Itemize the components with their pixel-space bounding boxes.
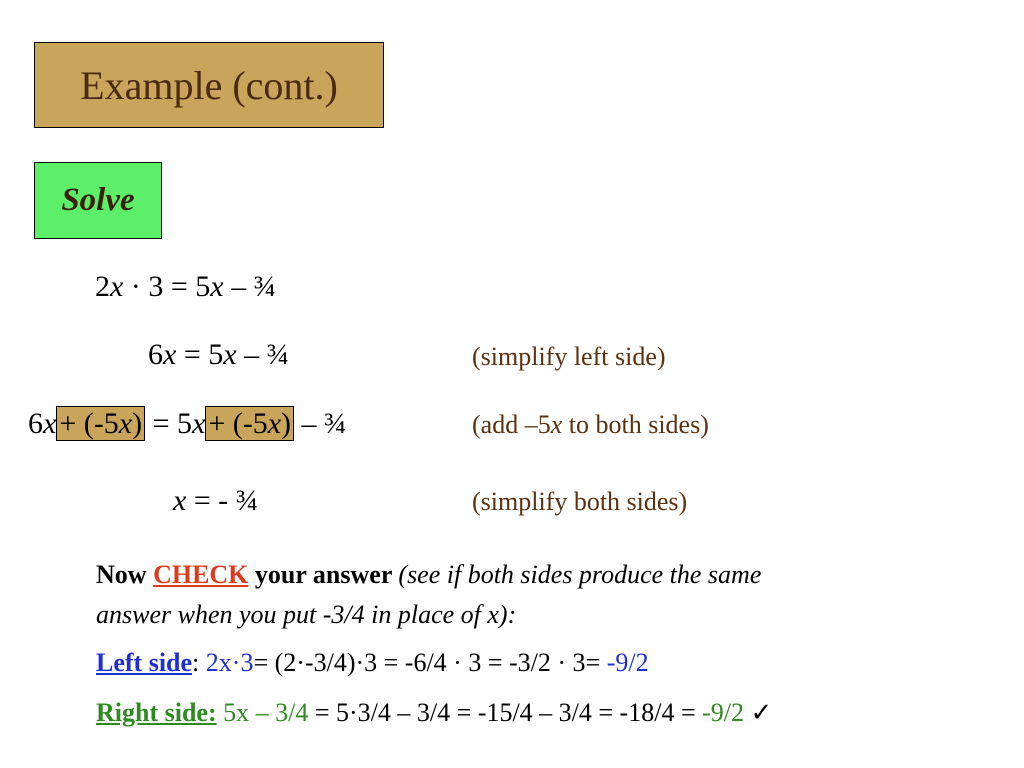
check-word: CHECK xyxy=(153,560,249,589)
note3-a: (add –5 xyxy=(472,410,551,439)
right-side-expr: 5x – 3/4 xyxy=(216,698,309,727)
eq2-mid: = 5 xyxy=(176,338,224,371)
right-side-result: -9/2 xyxy=(702,698,744,727)
equation-step-2 xyxy=(148,338,289,372)
highlight-add-term-left xyxy=(56,406,145,441)
eq4-var: x xyxy=(173,484,187,517)
eq1-var1: x xyxy=(110,270,124,303)
eq2-var2: x xyxy=(223,338,237,371)
eq3-h2-var: x xyxy=(267,407,282,440)
check-now: Now xyxy=(96,560,154,589)
note3-b: to both sides) xyxy=(562,410,709,439)
note-simplify-both: (simplify both sides) xyxy=(472,487,688,516)
left-side-colon: : xyxy=(192,648,206,677)
solve-label: Solve xyxy=(34,162,162,239)
right-side-check xyxy=(96,698,772,728)
note-simplify-left: (simplify left side) xyxy=(472,342,666,371)
eq3-var1: x xyxy=(43,407,57,440)
check-instruction-line-1 xyxy=(96,560,761,590)
eq3-h2-open: + (-5 xyxy=(208,407,268,440)
check-your-answer: your answer xyxy=(248,560,399,589)
right-side-calc: = 5·3/4 – 3/4 = -15/4 – 3/4 = -18/4 = xyxy=(308,698,703,727)
highlight-add-term-right xyxy=(205,406,294,441)
eq3-coef: 6 xyxy=(28,407,43,440)
left-side-calc: = (2·-3/4)·3 = -6/4 · 3 = -3/2 · 3= xyxy=(253,648,607,677)
eq3-mid: = 5 xyxy=(145,407,192,440)
eq3-h1-open: + (-5 xyxy=(59,407,119,440)
equation-step-1 xyxy=(95,270,276,304)
eq2-tail: – ¾ xyxy=(236,338,290,371)
eq1-coef: 2 xyxy=(95,270,110,303)
eq2-var1: x xyxy=(163,338,177,371)
eq2-coef: 6 xyxy=(148,338,163,371)
equation-step-3 xyxy=(28,407,347,441)
checkmark-icon: ✓ xyxy=(744,698,773,727)
left-side-expr: 2x·3 xyxy=(205,648,254,677)
right-side-label: Right side: xyxy=(96,698,217,727)
eq1-mid: · 3 = 5 xyxy=(123,270,211,303)
left-side-check xyxy=(96,648,649,678)
eq1-tail: – ¾ xyxy=(223,270,277,303)
eq3-h1-close: ) xyxy=(132,407,143,440)
eq3-h1-var: x xyxy=(118,407,133,440)
eq1-var2: x xyxy=(210,270,224,303)
eq3-tail: – ¾ xyxy=(294,407,347,440)
left-side-result: -9/2 xyxy=(606,648,649,677)
eq4-rest: = - ¾ xyxy=(186,484,259,517)
eq3-var2: x xyxy=(191,407,206,440)
check-paren-1: (see if both sides produce the same xyxy=(398,560,762,589)
note3-var: x xyxy=(550,410,563,439)
eq3-h2-close: ) xyxy=(281,407,292,440)
note-add-both-sides xyxy=(472,410,709,440)
check-instruction-line-2: answer when you put -3/4 in place of x): xyxy=(96,600,517,629)
slide-title: Example (cont.) xyxy=(34,42,384,128)
left-side-label: Left side xyxy=(96,648,193,677)
equation-step-4 xyxy=(173,484,258,518)
